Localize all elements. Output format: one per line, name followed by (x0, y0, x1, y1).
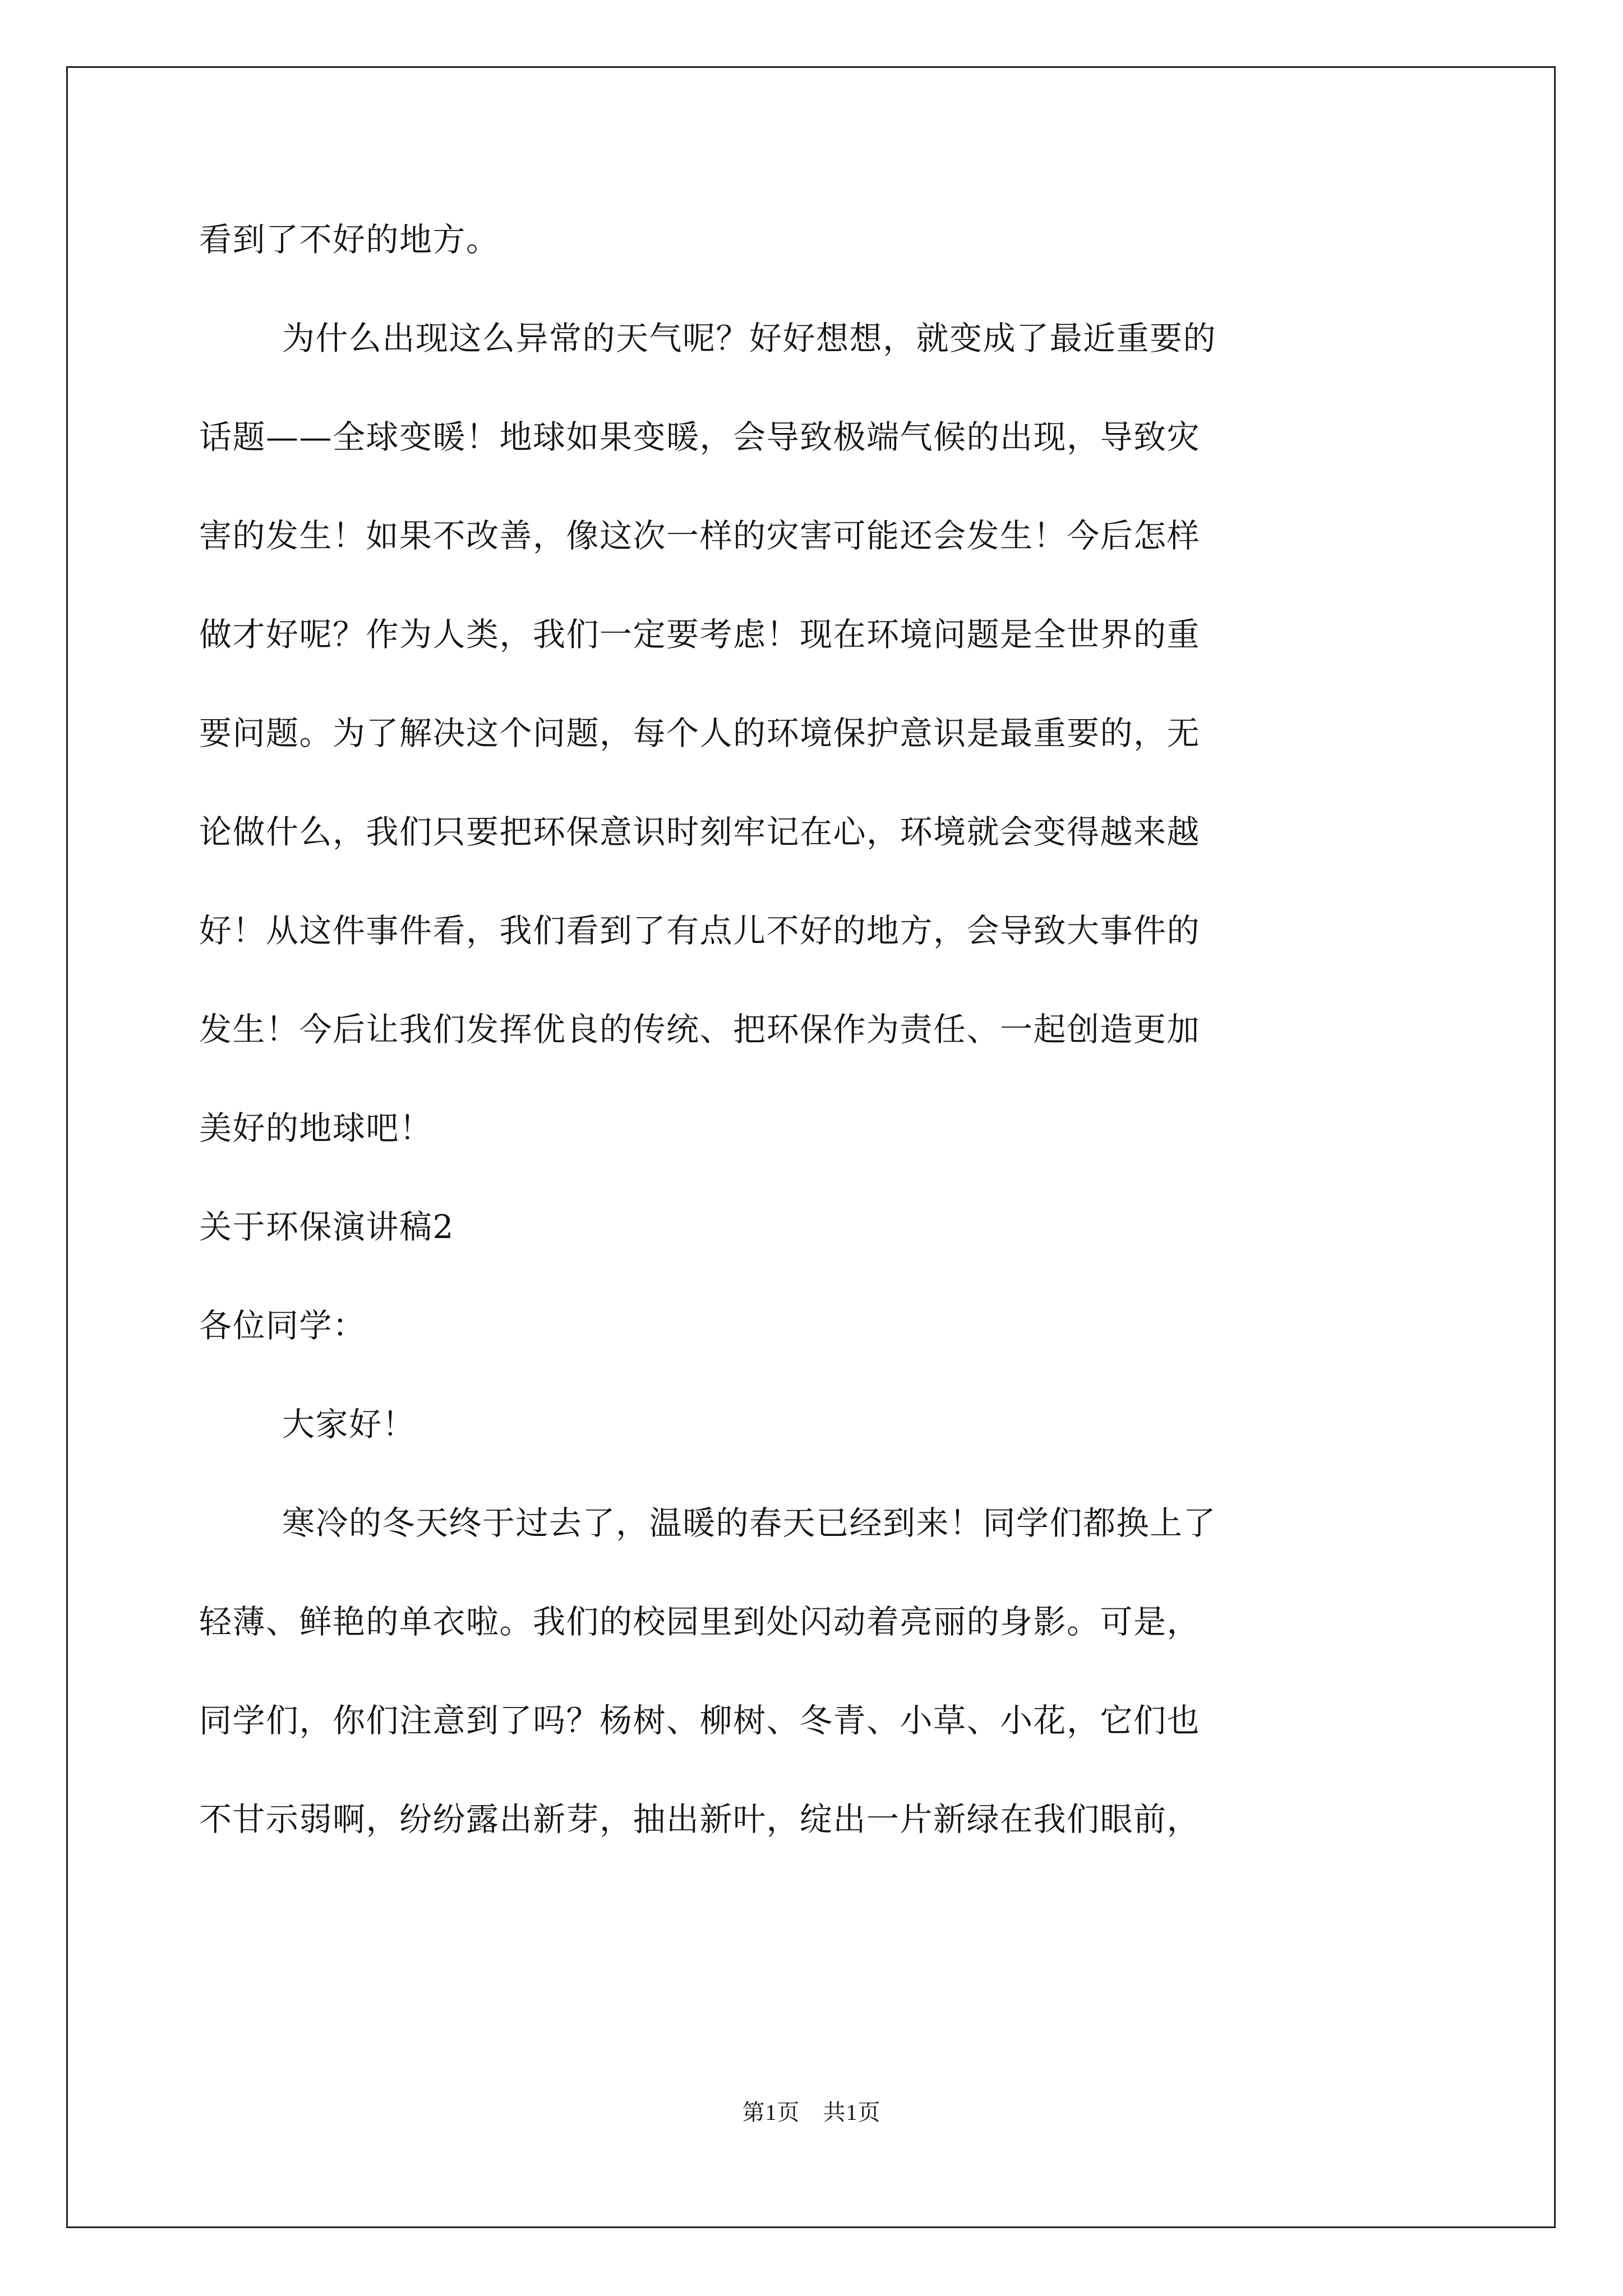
text-line: 同学们，你们注意到了吗？杨树、柳树、冬青、小草、小花，它们也 (199, 1701, 1201, 1740)
text-line: 要问题。为了解决这个问题，每个人的环境保护意识是最重要的，无 (199, 714, 1201, 752)
text-line: 看到了不好的地方。 (199, 220, 500, 259)
document-body (199, 215, 1434, 1893)
text-line: 发生！今后让我们发挥优良的传统、把环保作为责任、一起创造更加 (199, 1010, 1201, 1048)
salutation: 各位同学： (199, 1306, 366, 1345)
text-line: 不甘示弱啊，纷纷露出新芽，抽出新叶，绽出一片新绿在我们眼前， (199, 1800, 1201, 1838)
section-title: 关于环保演讲稿2 (199, 1208, 454, 1246)
text-line: 轻薄、鲜艳的单衣啦。我们的校园里到处闪动着亮丽的身影。可是， (199, 1603, 1201, 1641)
text-line: 话题——全球变暖！地球如果变暖，会导致极端气候的出现，导致灾 (199, 418, 1201, 456)
text-line: 为什么出现这么异常的天气呢？好好想想，就变成了最近重要的 (282, 319, 1217, 357)
greeting: 大家好！ (282, 1405, 416, 1443)
text-line: 寒冷的冬天终于过去了，温暖的春天已经到来！同学们都换上了 (282, 1504, 1217, 1542)
text-line: 好！从这件事件看，我们看到了有点儿不好的地方，会导致大事件的 (199, 912, 1201, 950)
text-line: 美好的地球吧！ (199, 1109, 433, 1147)
page-footer: 第1页 共1页 (742, 2100, 881, 2125)
text-line: 做才好呢？作为人类，我们一定要考虑！现在环境问题是全世界的重 (199, 615, 1201, 654)
text-line: 论做什么，我们只要把环保意识时刻牢记在心，环境就会变得越来越 (199, 813, 1201, 851)
text-line: 害的发生！如果不改善，像这次一样的灾害可能还会发生！今后怎样 (199, 517, 1201, 555)
